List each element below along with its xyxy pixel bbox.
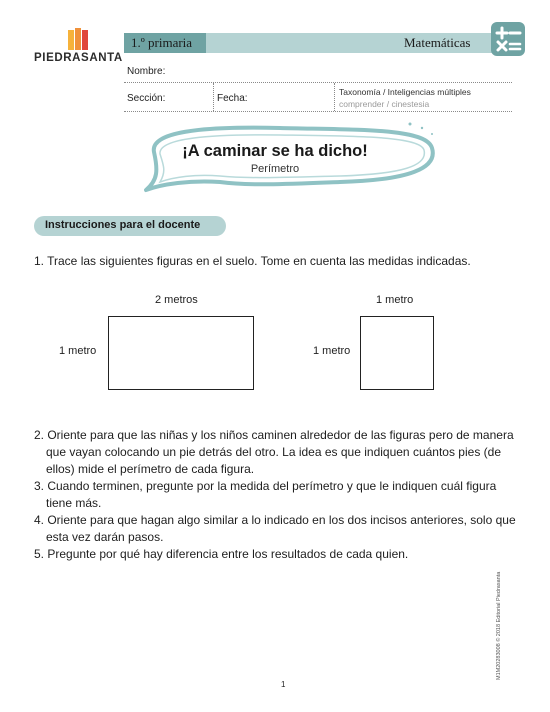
section-line [124,111,512,112]
rectangle-width-label: 2 metros [155,294,198,306]
step-3-line-1: 3. Cuando terminen, pregunte por la medida del perímetro y que le indiquen cuál figura [34,479,497,493]
rectangle-height-label: 1 metro [59,345,97,357]
section-label: Sección: [127,93,166,104]
page-title: ¡A caminar se ha dicho! [182,142,368,160]
copyright-notice: M1M20283008 © 2018 Editorial Piedrasanta [496,571,502,680]
page-number: 1 [281,680,286,689]
name-line [124,82,512,83]
square-width-label: 1 metro [376,294,414,306]
instructions-label: Instrucciones para el docente [45,219,201,231]
book-logo-icon [66,28,92,52]
step-1: 1. Trace las siguientes figuras en el suelo. Tome en cuenta las medidas indicadas. [34,254,471,268]
step-3-line-2: tiene más. [46,496,102,510]
grade-label: 1.º primaria [131,35,193,50]
brand-name: PIEDRASANTA [34,52,123,64]
publisher-logo [34,28,126,70]
page-subtitle: Perímetro [250,163,300,175]
divider [213,83,214,111]
step-2-line-2: que vayan colocando un pie detrás del otro. La idea es que indiquen cuántos pies (de [46,445,501,459]
math-operations-icon [491,22,525,56]
step-4-line-1: 4. Oriente para que hagan algo similar a lo indicado en los dos incisos anteriores, solo que [34,513,516,527]
taxonomy-label: Taxonomía / Inteligencias múltiples [339,87,471,97]
subject-label: Matemáticas [404,35,471,50]
square-figure [360,316,434,390]
taxonomy-value: comprender / cinestesia [339,99,430,109]
step-2-line-3: ellos) mide el perímetro de cada figura. [46,462,255,476]
name-label: Nombre: [127,66,166,77]
divider [334,83,335,111]
step-2-line-1: 2. Oriente para que las niñas y los niños caminen alrededor de las figuras pero de manera [34,428,514,442]
rectangle-figure [108,316,254,390]
date-label: Fecha: [217,93,248,104]
step-5: 5. Pregunte por qué hay diferencia entre los resultados de cada quien. [34,547,409,561]
step-4-line-2: esta vez darán pasos. [46,530,164,544]
square-height-label: 1 metro [313,345,351,357]
